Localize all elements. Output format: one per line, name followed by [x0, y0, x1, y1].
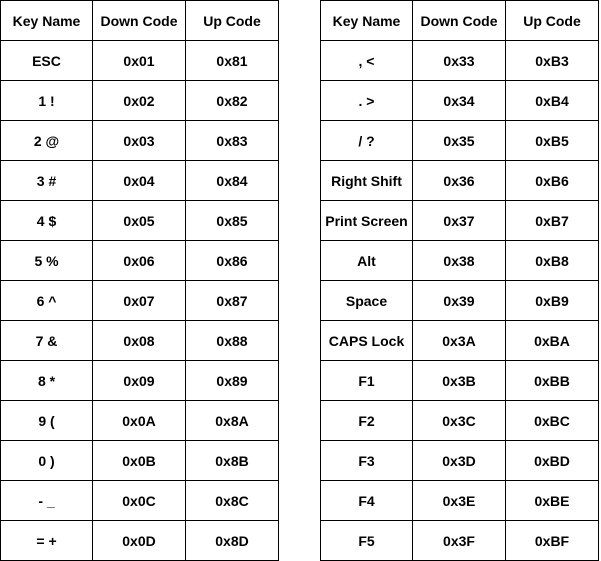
table-row — [321, 201, 599, 241]
table-row — [1, 41, 279, 81]
down-code-cell: 0x04 — [93, 161, 186, 201]
table-row — [1, 81, 279, 121]
table-row — [1, 281, 279, 321]
key-name-cell: 5 % — [1, 241, 93, 281]
down-code-cell: 0x05 — [93, 201, 186, 241]
key-name-cell: F1 — [321, 361, 413, 401]
up-code-cell: 0xBD — [506, 441, 599, 481]
up-code-cell: 0x86 — [186, 241, 279, 281]
down-code-cell: 0x0A — [93, 401, 186, 441]
up-code-cell: 0xBB — [506, 361, 599, 401]
key-name-cell: 7 & — [1, 321, 93, 361]
up-code-cell: 0xB5 — [506, 121, 599, 161]
key-name-cell: 2 @ — [1, 121, 93, 161]
table-row — [321, 321, 599, 361]
key-name-cell: Space — [321, 281, 413, 321]
table-row — [1, 321, 279, 361]
key-name-cell: 1 ! — [1, 81, 93, 121]
table-row — [321, 81, 599, 121]
key-name-cell: 6 ^ — [1, 281, 93, 321]
table-header-row — [1, 1, 279, 41]
key-name-cell: Right Shift — [321, 161, 413, 201]
down-code-cell: 0x37 — [413, 201, 506, 241]
table-body — [1, 41, 279, 561]
up-code-cell: 0x8A — [186, 401, 279, 441]
key-name-cell: / ? — [321, 121, 413, 161]
down-code-cell: 0x09 — [93, 361, 186, 401]
table-row — [321, 521, 599, 561]
key-name-cell: F3 — [321, 441, 413, 481]
down-code-cell: 0x38 — [413, 241, 506, 281]
up-code-cell: 0x88 — [186, 321, 279, 361]
table-header-row — [321, 1, 599, 41]
up-code-cell: 0x8B — [186, 441, 279, 481]
up-code-cell: 0xB4 — [506, 81, 599, 121]
up-code-cell: 0x82 — [186, 81, 279, 121]
key-name-cell: Alt — [321, 241, 413, 281]
table-row — [1, 361, 279, 401]
table-row — [321, 41, 599, 81]
table-row — [321, 361, 599, 401]
down-code-cell: 0x02 — [93, 81, 186, 121]
header-up-code: Up Code — [186, 1, 279, 41]
header-up-code: Up Code — [506, 1, 599, 41]
up-code-cell: 0xBE — [506, 481, 599, 521]
down-code-cell: 0x0C — [93, 481, 186, 521]
up-code-cell: 0x83 — [186, 121, 279, 161]
scan-code-table-right — [320, 0, 599, 561]
table-row — [1, 401, 279, 441]
up-code-cell: 0x8C — [186, 481, 279, 521]
down-code-cell: 0x39 — [413, 281, 506, 321]
key-name-cell: 8 * — [1, 361, 93, 401]
down-code-cell: 0x0B — [93, 441, 186, 481]
table-row — [1, 241, 279, 281]
key-name-cell: - _ — [1, 481, 93, 521]
key-name-cell: 9 ( — [1, 401, 93, 441]
down-code-cell: 0x3C — [413, 401, 506, 441]
table-row — [321, 441, 599, 481]
up-code-cell: 0xB9 — [506, 281, 599, 321]
header-key-name: Key Name — [321, 1, 413, 41]
down-code-cell: 0x07 — [93, 281, 186, 321]
up-code-cell: 0xB8 — [506, 241, 599, 281]
table-row — [1, 161, 279, 201]
key-name-cell: F5 — [321, 521, 413, 561]
key-name-cell: 3 # — [1, 161, 93, 201]
down-code-cell: 0x3F — [413, 521, 506, 561]
up-code-cell: 0x89 — [186, 361, 279, 401]
key-name-cell: CAPS Lock — [321, 321, 413, 361]
table-row — [321, 481, 599, 521]
key-name-cell: F4 — [321, 481, 413, 521]
down-code-cell: 0x3D — [413, 441, 506, 481]
up-code-cell: 0x8D — [186, 521, 279, 561]
up-code-cell: 0x84 — [186, 161, 279, 201]
up-code-cell: 0xB3 — [506, 41, 599, 81]
key-name-cell: F2 — [321, 401, 413, 441]
down-code-cell: 0x06 — [93, 241, 186, 281]
up-code-cell: 0x81 — [186, 41, 279, 81]
table-row — [1, 201, 279, 241]
table-row — [321, 241, 599, 281]
down-code-cell: 0x34 — [413, 81, 506, 121]
key-name-cell: = + — [1, 521, 93, 561]
down-code-cell: 0x33 — [413, 41, 506, 81]
table-row — [321, 161, 599, 201]
down-code-cell: 0x0D — [93, 521, 186, 561]
key-name-cell: . > — [321, 81, 413, 121]
down-code-cell: 0x3E — [413, 481, 506, 521]
up-code-cell: 0xBF — [506, 521, 599, 561]
key-name-cell: Print Screen — [321, 201, 413, 241]
key-name-cell: 4 $ — [1, 201, 93, 241]
scan-code-table-left — [0, 0, 279, 561]
table-row — [321, 281, 599, 321]
table-row — [1, 121, 279, 161]
down-code-cell: 0x01 — [93, 41, 186, 81]
header-key-name: Key Name — [1, 1, 93, 41]
key-name-cell: ESC — [1, 41, 93, 81]
up-code-cell: 0x85 — [186, 201, 279, 241]
key-name-cell: , < — [321, 41, 413, 81]
up-code-cell: 0x87 — [186, 281, 279, 321]
table-row — [1, 481, 279, 521]
header-down-code: Down Code — [93, 1, 186, 41]
key-name-cell: 0 ) — [1, 441, 93, 481]
down-code-cell: 0x03 — [93, 121, 186, 161]
header-down-code: Down Code — [413, 1, 506, 41]
table-row — [1, 521, 279, 561]
down-code-cell: 0x3A — [413, 321, 506, 361]
table-row — [321, 121, 599, 161]
up-code-cell: 0xB6 — [506, 161, 599, 201]
down-code-cell: 0x08 — [93, 321, 186, 361]
up-code-cell: 0xBC — [506, 401, 599, 441]
down-code-cell: 0x35 — [413, 121, 506, 161]
up-code-cell: 0xBA — [506, 321, 599, 361]
up-code-cell: 0xB7 — [506, 201, 599, 241]
down-code-cell: 0x3B — [413, 361, 506, 401]
down-code-cell: 0x36 — [413, 161, 506, 201]
table-body — [321, 41, 599, 561]
table-row — [321, 401, 599, 441]
table-row — [1, 441, 279, 481]
